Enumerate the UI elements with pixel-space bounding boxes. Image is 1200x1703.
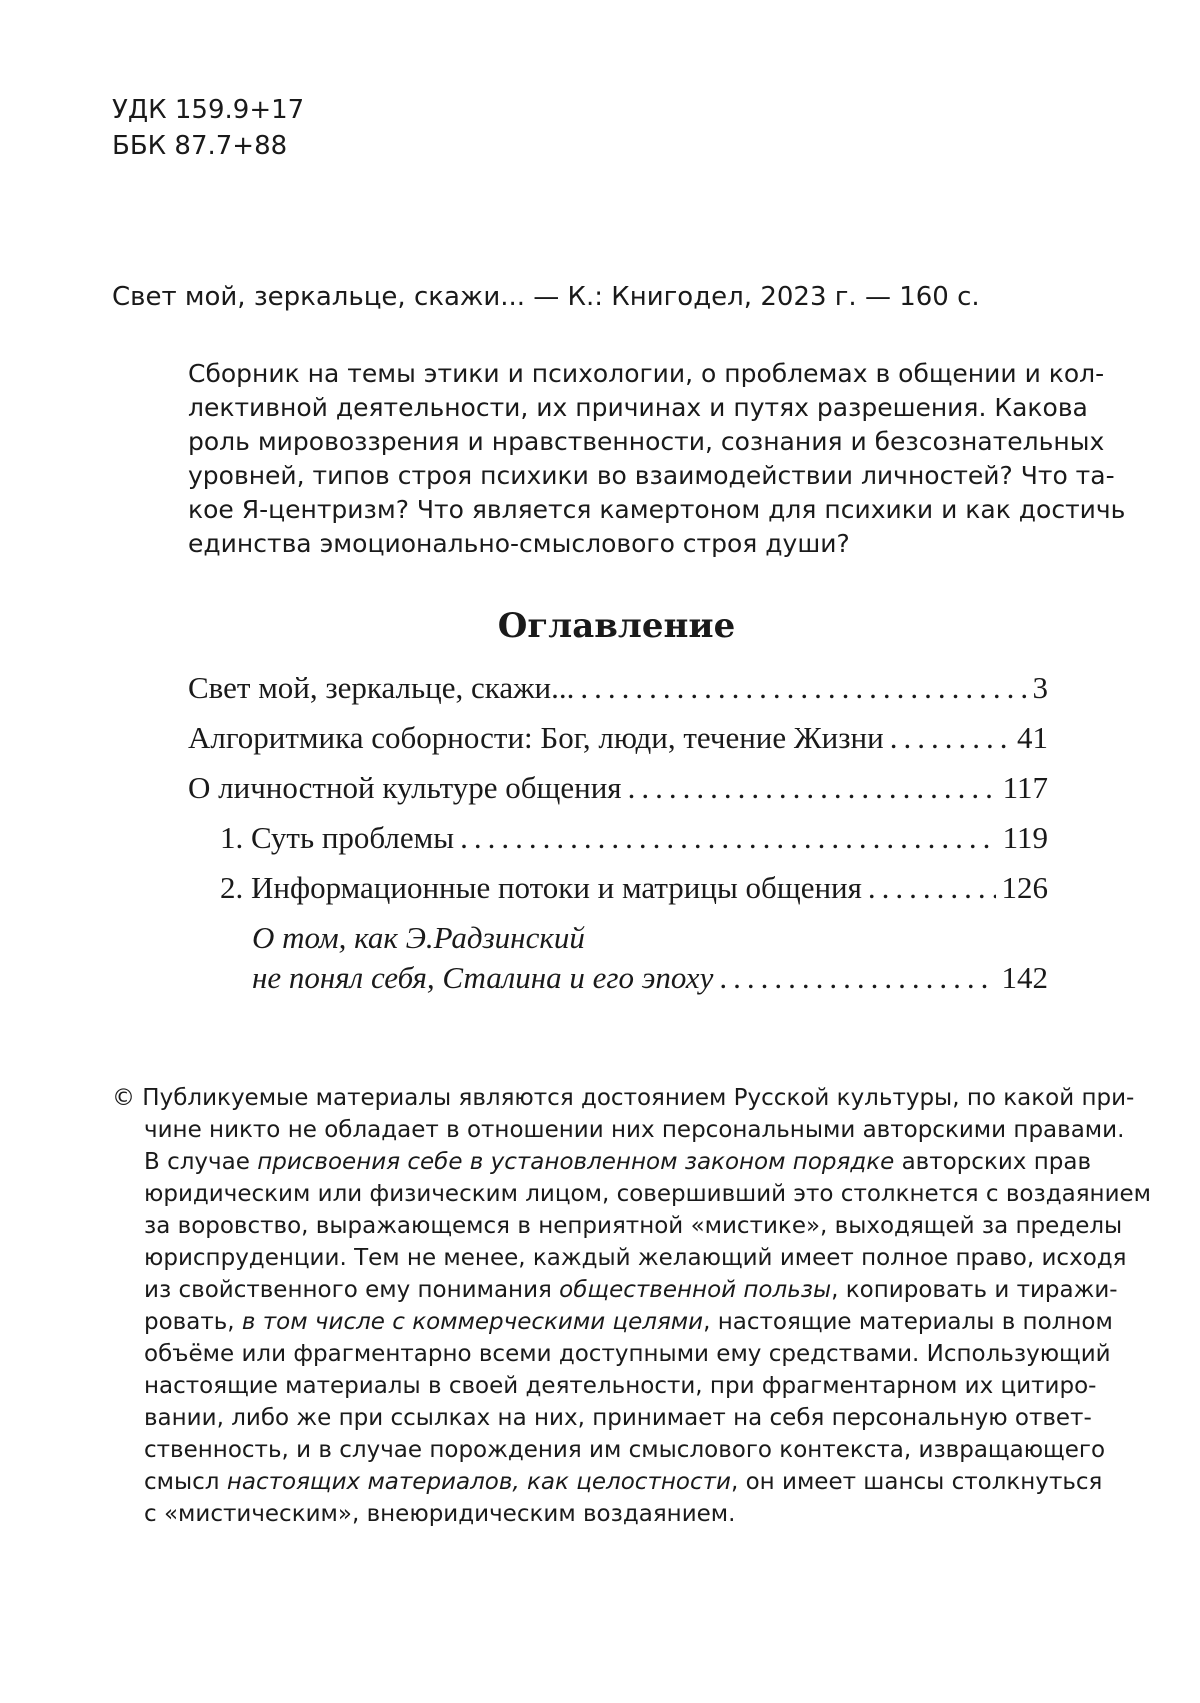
toc-entry-label: 1. Суть проблемы [220, 820, 455, 855]
toc-entry-6-line1[interactable]: О том, как Э.Радзинский [252, 920, 585, 955]
toc-entry-4[interactable] [220, 820, 1048, 860]
annotation [188, 357, 1126, 561]
copyright-text: авторских прав [894, 1149, 1092, 1175]
copyright-text: , копировать и тиражи- [831, 1277, 1118, 1303]
copyright-line: ственность, и в случае порождения им смыслового контекста, извращающего [144, 1437, 1106, 1463]
copyright-line: с «мистическим», внеюридическим воздаянием. [144, 1501, 736, 1527]
copyright-line: юридическим или физическим лицом, совершивший это столкнется с воздаянием [144, 1181, 1152, 1207]
annotation-line: единства эмоционально-смыслового строя души? [188, 529, 850, 558]
copyright-text: В случае [144, 1149, 258, 1175]
toc-leader-dots [460, 820, 997, 856]
copyright-text: из свойственного ему понимания [144, 1277, 560, 1303]
toc-entry-3[interactable] [188, 770, 1048, 810]
copyright-emphasis: общественной пользы [559, 1277, 832, 1303]
toc-entry-1[interactable] [188, 670, 1048, 710]
copyright-text: ровать, [144, 1309, 242, 1335]
bbk-code: ББК 87.7+88 [112, 131, 288, 161]
copyright-line: объёме или фрагментарно всеми доступными ему средствами. Использующий [144, 1341, 1111, 1367]
toc-entry-label: не понял себя, Сталина и его эпоху [252, 960, 714, 995]
copyright-line: чине никто не обладает в отношении них персональными авторскими правами. [144, 1117, 1125, 1143]
copyright-text: , настоящие материалы в полном [703, 1309, 1113, 1335]
annotation-line: лективной деятельности, их причинах и путях разрешения. Какова [188, 393, 1088, 422]
copyright-line [112, 1146, 1092, 1178]
annotation-line: роль мировоззрения и нравственности, сознания и безсознательных [188, 427, 1105, 456]
toc-entry-page: 142 [1001, 960, 1048, 995]
copyright-line [112, 1306, 1113, 1338]
annotation-line: кое Я-центризм? Что является камертоном для психики и как достичь [188, 495, 1126, 524]
annotation-line: Сборник на темы этики и психологии, о проблемах в общении и кол- [188, 359, 1105, 388]
toc-entry-page: 3 [1032, 670, 1048, 705]
copyright-line: за воровство, выражающемся в неприятной «мистике», выходящей за пределы [144, 1213, 1123, 1239]
copyright-emphasis: присвоения себе в установленном законом порядке [257, 1149, 895, 1175]
toc-entry-label: 2. Информационные потоки и матрицы общения [220, 870, 862, 905]
toc-leader-dots [628, 770, 997, 806]
copyright-line: © Публикуемые материалы являются достоянием Русской культуры, по какой при- [112, 1085, 1135, 1111]
classification-codes [112, 92, 304, 164]
toc-leader-dots [719, 960, 995, 996]
copyright-line: настоящие материалы в своей деятельности, при фрагментарном их цитиро- [144, 1373, 1097, 1399]
copyright-text: смысл [144, 1469, 227, 1495]
copyright-line [112, 1466, 1103, 1498]
toc-entry-6[interactable] [252, 960, 1048, 1000]
toc-leader-dots [868, 870, 996, 906]
toc-entry-2[interactable] [188, 720, 1048, 760]
copyright-text: , он имеет шансы столкнуться [730, 1469, 1103, 1495]
toc-entry-page: 117 [1002, 770, 1048, 805]
copyright-emphasis: настоящих материалов, как целостности [226, 1469, 731, 1495]
copyright-notice [112, 1082, 1152, 1530]
toc-entry-page: 126 [1001, 870, 1048, 905]
copyright-line: вании, либо же при ссылках на них, принимает на себя персональную ответ- [144, 1405, 1092, 1431]
annotation-line: уровней, типов строя психики во взаимодействии личностей? Что та- [188, 461, 1115, 490]
udc-code: УДК 159.9+17 [112, 95, 305, 125]
bibliographic-description: Свет мой, зеркальце, скажи... — К.: Книгодел, 2023 г. — 160 с. [112, 282, 980, 312]
toc-entry-5[interactable] [220, 870, 1048, 910]
toc-entry-label: Алгоритмика соборности: Бог, люди, течение Жизни [188, 720, 884, 755]
copyright-emphasis: в том числе с коммерческими целями [241, 1309, 704, 1335]
copyright-line [112, 1274, 1118, 1306]
toc-entry-label: О личностной культуре общения [188, 770, 622, 805]
copyright-line: юриспруденции. Тем не менее, каждый желающий имеет полное право, исходя [144, 1245, 1127, 1271]
toc-entry-page: 41 [1017, 720, 1048, 755]
toc-leader-dots [890, 720, 1011, 756]
toc-entry-label: Свет мой, зеркальце, скажи... [188, 670, 575, 705]
toc-entry-page: 119 [1002, 820, 1048, 855]
toc-title: Оглавление [497, 606, 736, 646]
toc-leader-dots [580, 670, 1026, 706]
